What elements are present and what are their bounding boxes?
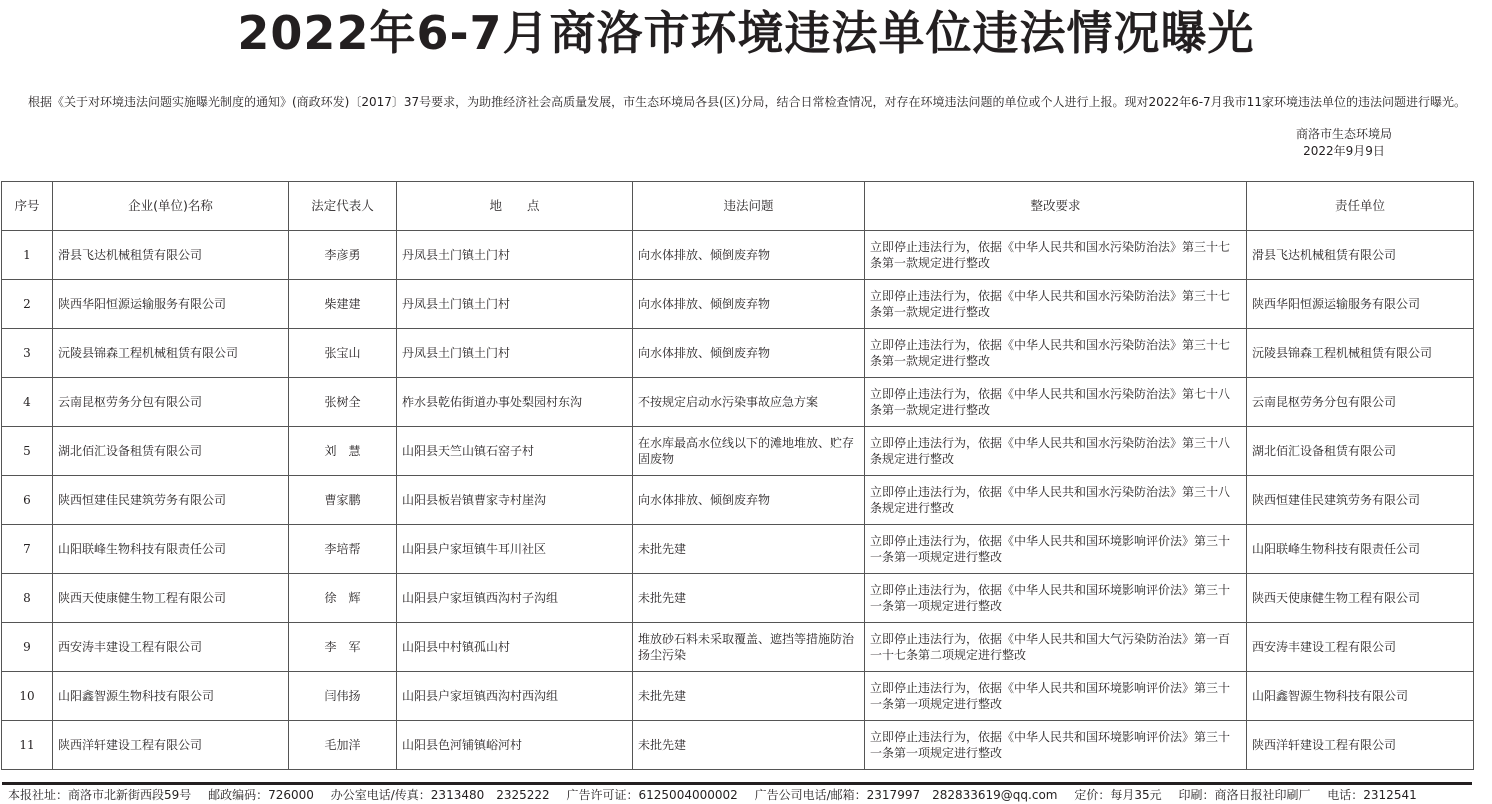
issuer-org: 商洛市生态环境局 bbox=[1295, 127, 1392, 141]
footer-phone: 电话：2312541 bbox=[1327, 788, 1417, 802]
cell-unit: 陕西恒建佳民建筑劳务有限公司 bbox=[1247, 476, 1474, 525]
cell-issue: 向水体排放、倾倒废弃物 bbox=[633, 280, 865, 329]
cell-issue: 未批先建 bbox=[633, 672, 865, 721]
cell-issue: 在水库最高水位线以下的滩地堆放、贮存固废物 bbox=[633, 427, 865, 476]
cell-no: 7 bbox=[2, 525, 53, 574]
cell-unit: 陕西洋轩建设工程有限公司 bbox=[1247, 721, 1474, 770]
cell-rep: 李 军 bbox=[289, 623, 397, 672]
cell-req: 立即停止违法行为，依据《中华人民共和国环境影响评价法》第三十一条第一项规定进行整改 bbox=[865, 721, 1247, 770]
cell-place: 山阳县色河铺镇峪河村 bbox=[397, 721, 633, 770]
cell-no: 2 bbox=[2, 280, 53, 329]
cell-unit: 陕西天使康健生物工程有限公司 bbox=[1247, 574, 1474, 623]
cell-unit: 湖北佰汇设备租赁有限公司 bbox=[1247, 427, 1474, 476]
cell-place: 柞水县乾佑街道办事处梨园村东沟 bbox=[397, 378, 633, 427]
footer-address: 本报社址：商洛市北新街西段59号 bbox=[8, 788, 192, 802]
cell-req: 立即停止违法行为，依据《中华人民共和国水污染防治法》第三十八条规定进行整改 bbox=[865, 476, 1247, 525]
cell-req: 立即停止违法行为，依据《中华人民共和国水污染防治法》第三十七条第一款规定进行整改 bbox=[865, 280, 1247, 329]
issuer-date: 2022年9月9日 bbox=[1303, 144, 1385, 158]
table-header-row bbox=[2, 182, 1474, 231]
cell-place: 丹凤县土门镇土门村 bbox=[397, 231, 633, 280]
cell-rep: 柴建建 bbox=[289, 280, 397, 329]
cell-req: 立即停止违法行为，依据《中华人民共和国水污染防治法》第三十七条第一款规定进行整改 bbox=[865, 231, 1247, 280]
cell-issue: 向水体排放、倾倒废弃物 bbox=[633, 231, 865, 280]
cell-no: 1 bbox=[2, 231, 53, 280]
table-row bbox=[2, 574, 1474, 623]
cell-name: 沅陵县锦森工程机械租赁有限公司 bbox=[53, 329, 289, 378]
violations-table bbox=[1, 181, 1474, 770]
cell-place: 山阳县天竺山镇石窑子村 bbox=[397, 427, 633, 476]
cell-rep: 李培帮 bbox=[289, 525, 397, 574]
header-issue: 违法问题 bbox=[633, 182, 865, 231]
cell-no: 6 bbox=[2, 476, 53, 525]
footer-ad: 广告公司电话/邮箱：2317997 282833619@qq.com bbox=[754, 788, 1058, 802]
intro-paragraph: 根据《关于对环境违法问题实施曝光制度的通知》(商政环发)〔2017〕37号要求，为助推经济社会高质量发展，市生态环境局各县(区)分局，结合日常检查情况，对存在环境违法问题的单位或个人进行上报。现对2022年6-7月我市11家环境违法单位的违法问题进行曝光。 bbox=[28, 95, 1466, 109]
header-name: 企业(单位)名称 bbox=[53, 182, 289, 231]
cell-unit: 西安涛丰建设工程有限公司 bbox=[1247, 623, 1474, 672]
cell-name: 云南昆枢劳务分包有限公司 bbox=[53, 378, 289, 427]
issuer-block bbox=[1244, 126, 1444, 160]
cell-rep: 曹家鹏 bbox=[289, 476, 397, 525]
cell-issue: 不按规定启动水污染事故应急方案 bbox=[633, 378, 865, 427]
page-title: 2022年6-7月商洛市环境违法单位违法情况曝光 bbox=[237, 6, 1255, 60]
cell-req: 立即停止违法行为，依据《中华人民共和国水污染防治法》第三十七条第一款规定进行整改 bbox=[865, 329, 1247, 378]
cell-no: 5 bbox=[2, 427, 53, 476]
cell-name: 陕西恒建佳民建筑劳务有限公司 bbox=[53, 476, 289, 525]
table-row bbox=[2, 427, 1474, 476]
cell-unit: 沅陵县锦森工程机械租赁有限公司 bbox=[1247, 329, 1474, 378]
table-row bbox=[2, 378, 1474, 427]
cell-issue: 向水体排放、倾倒废弃物 bbox=[633, 476, 865, 525]
cell-req: 立即停止违法行为，依据《中华人民共和国环境影响评价法》第三十一条第一项规定进行整改 bbox=[865, 574, 1247, 623]
cell-req: 立即停止违法行为，依据《中华人民共和国水污染防治法》第七十八条第一款规定进行整改 bbox=[865, 378, 1247, 427]
table-row bbox=[2, 672, 1474, 721]
header-place: 地 点 bbox=[397, 182, 633, 231]
cell-place: 山阳县板岩镇曹家寺村崖沟 bbox=[397, 476, 633, 525]
cell-no: 4 bbox=[2, 378, 53, 427]
cell-no: 11 bbox=[2, 721, 53, 770]
cell-rep: 张树全 bbox=[289, 378, 397, 427]
cell-req: 立即停止违法行为，依据《中华人民共和国环境影响评价法》第三十一条第一项规定进行整改 bbox=[865, 525, 1247, 574]
header-unit: 责任单位 bbox=[1247, 182, 1474, 231]
footer-printer: 印刷：商洛日报社印刷厂 bbox=[1178, 788, 1311, 802]
cell-rep: 张宝山 bbox=[289, 329, 397, 378]
table-row bbox=[2, 525, 1474, 574]
cell-unit: 滑县飞达机械租赁有限公司 bbox=[1247, 231, 1474, 280]
cell-no: 9 bbox=[2, 623, 53, 672]
cell-name: 陕西华阳恒源运输服务有限公司 bbox=[53, 280, 289, 329]
footer-license: 广告许可证：6125004000002 bbox=[566, 788, 738, 802]
cell-name: 滑县飞达机械租赁有限公司 bbox=[53, 231, 289, 280]
cell-name: 西安涛丰建设工程有限公司 bbox=[53, 623, 289, 672]
table-row bbox=[2, 231, 1474, 280]
cell-name: 湖北佰汇设备租赁有限公司 bbox=[53, 427, 289, 476]
cell-no: 8 bbox=[2, 574, 53, 623]
cell-place: 山阳县户家垣镇西沟村西沟组 bbox=[397, 672, 633, 721]
table-row bbox=[2, 721, 1474, 770]
cell-req: 立即停止违法行为，依据《中华人民共和国环境影响评价法》第三十一条第一项规定进行整改 bbox=[865, 672, 1247, 721]
cell-issue: 未批先建 bbox=[633, 525, 865, 574]
cell-issue: 向水体排放、倾倒废弃物 bbox=[633, 329, 865, 378]
header-rep: 法定代表人 bbox=[289, 182, 397, 231]
cell-unit: 云南昆枢劳务分包有限公司 bbox=[1247, 378, 1474, 427]
footer-postcode: 邮政编码：726000 bbox=[208, 788, 314, 802]
cell-place: 丹凤县土门镇土门村 bbox=[397, 280, 633, 329]
cell-unit: 山阳鑫智源生物科技有限公司 bbox=[1247, 672, 1474, 721]
cell-rep: 徐 辉 bbox=[289, 574, 397, 623]
table-row bbox=[2, 623, 1474, 672]
header-req: 整改要求 bbox=[865, 182, 1247, 231]
table-row bbox=[2, 329, 1474, 378]
newspaper-footer bbox=[8, 787, 1488, 803]
cell-name: 陕西天使康健生物工程有限公司 bbox=[53, 574, 289, 623]
cell-req: 立即停止违法行为，依据《中华人民共和国大气污染防治法》第一百一十七条第二项规定进行整改 bbox=[865, 623, 1247, 672]
cell-place: 山阳县户家垣镇牛耳川社区 bbox=[397, 525, 633, 574]
cell-name: 山阳联峰生物科技有限责任公司 bbox=[53, 525, 289, 574]
table-row bbox=[2, 280, 1474, 329]
cell-place: 山阳县中村镇孤山村 bbox=[397, 623, 633, 672]
cell-req: 立即停止违法行为，依据《中华人民共和国水污染防治法》第三十八条规定进行整改 bbox=[865, 427, 1247, 476]
header-no: 序号 bbox=[2, 182, 53, 231]
cell-unit: 山阳联峰生物科技有限责任公司 bbox=[1247, 525, 1474, 574]
cell-unit: 陕西华阳恒源运输服务有限公司 bbox=[1247, 280, 1474, 329]
table-row bbox=[2, 476, 1474, 525]
cell-no: 10 bbox=[2, 672, 53, 721]
cell-rep: 闫伟扬 bbox=[289, 672, 397, 721]
cell-name: 山阳鑫智源生物科技有限公司 bbox=[53, 672, 289, 721]
cell-name: 陕西洋轩建设工程有限公司 bbox=[53, 721, 289, 770]
footer-divider bbox=[2, 782, 1472, 785]
cell-issue: 堆放砂石料未采取覆盖、遮挡等措施防治扬尘污染 bbox=[633, 623, 865, 672]
cell-place: 丹凤县土门镇土门村 bbox=[397, 329, 633, 378]
footer-price: 定价：每月35元 bbox=[1074, 788, 1162, 802]
cell-issue: 未批先建 bbox=[633, 574, 865, 623]
cell-rep: 毛加洋 bbox=[289, 721, 397, 770]
cell-no: 3 bbox=[2, 329, 53, 378]
cell-rep: 李彦勇 bbox=[289, 231, 397, 280]
footer-office: 办公室电话/传真：2313480 2325222 bbox=[330, 788, 550, 802]
cell-rep: 刘 慧 bbox=[289, 427, 397, 476]
cell-issue: 未批先建 bbox=[633, 721, 865, 770]
cell-place: 山阳县户家垣镇西沟村子沟组 bbox=[397, 574, 633, 623]
